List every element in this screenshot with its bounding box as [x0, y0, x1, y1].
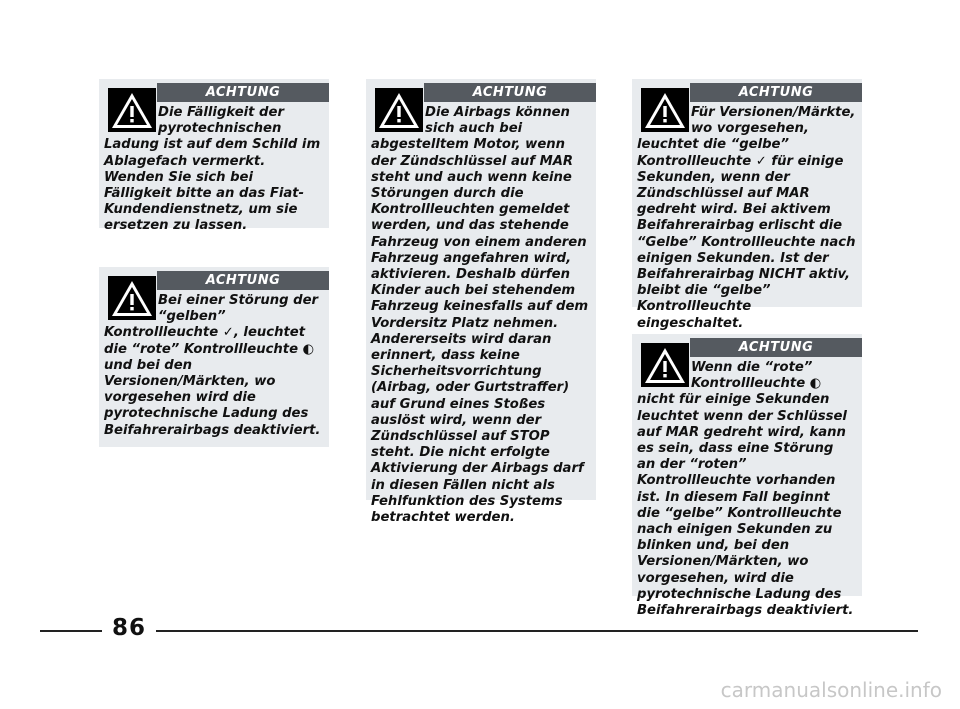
footer-rule-left — [40, 630, 102, 632]
warning-text: Bei einer Störung der “gelben” Kontrollleuchte ✓, leuchtet die “rote” Kontrollleuchte ◐ und bei den Versionen/Märkten, wo vorgesehen wird die pyrotechnische Ladung des Beifahrerairbags deaktiviert. — [104, 293, 321, 438]
warning-box — [366, 79, 596, 526]
warning-heading: ACHTUNG — [690, 338, 862, 357]
warning-text: Für Versionen/Märkte, wo vorgesehen, leuchtet die “gelbe” Kontrollleuchte ✓ für einige Sekunden, wenn der Zündschlüssel auf MAR gedreht wird. Bei aktivem Beifahrerairbag erlischt die “Gelbe” Kontrollleuchte nach einigen Sekunden. Ist der Beifahrerairbag NICHT aktiv, bleibt die “gelbe” Kontrollleuchte eingeschaltet. — [637, 105, 856, 331]
warning-box — [632, 79, 862, 331]
warning-heading: ACHTUNG — [157, 83, 329, 102]
warning-heading: ACHTUNG — [690, 83, 862, 102]
watermark: carmanualsonline.info — [720, 678, 942, 702]
warning-text: Die Fälligkeit der pyrotechnischen Ladung ist auf dem Schild im Ablagefach vermerkt. Wenden Sie sich bei Fälligkeit bitte an das Fiat-Kundendienstnetz, um sie ersetzen zu lassen. — [104, 105, 321, 234]
warning-text: Wenn die “rote” Kontrollleuchte ◐ nicht für einige Sekunden leuchtet wenn der Schlüssel auf MAR gedreht wird, kann es sein, dass eine Störung an der “roten” Kontrollleuchte vorhanden ist. In diesem Fall beginnt die “gelbe” Kontrollleuchte nach einigen Sekunden zu blinken und, bei den Versionen/Märkten, wo vorgesehen, wird die pyrotechnische Ladung des Beifahrerairbags deaktiviert. — [637, 360, 854, 619]
warning-box — [632, 334, 862, 619]
warning-heading: ACHTUNG — [424, 83, 596, 102]
warning-box — [99, 267, 329, 447]
warning-text: Die Airbags können sich auch bei abgestelltem Motor, wenn der Zündschlüssel auf MAR steht und auch wenn keine Störungen durch die Kontrollleuchten gemeldet werden, und das stehende Fahrzeug von einem anderen Fahrzeug angefahren wird, aktivieren. Deshalb dürfen Kinder auch bei stehendem Fahrzeug keinesfalls auf dem Vordersitz Platz nehmen. Andererseits wird daran erinnert, dass keine Sicherheitsvorrichtung (Airbag, oder Gurtstraffer) auf Grund eines Stoßes auslöst wird, wenn der Zündschlüssel auf STOP steht. Die nicht erfolgte Aktivierung der Airbags darf in diesen Fällen nicht als Fehlfunktion des Systems betrachtet werden. — [371, 105, 589, 526]
footer-rule-right — [156, 630, 918, 632]
page-number: 86 — [111, 615, 146, 641]
warning-heading: ACHTUNG — [157, 271, 329, 290]
warning-box — [99, 79, 329, 234]
